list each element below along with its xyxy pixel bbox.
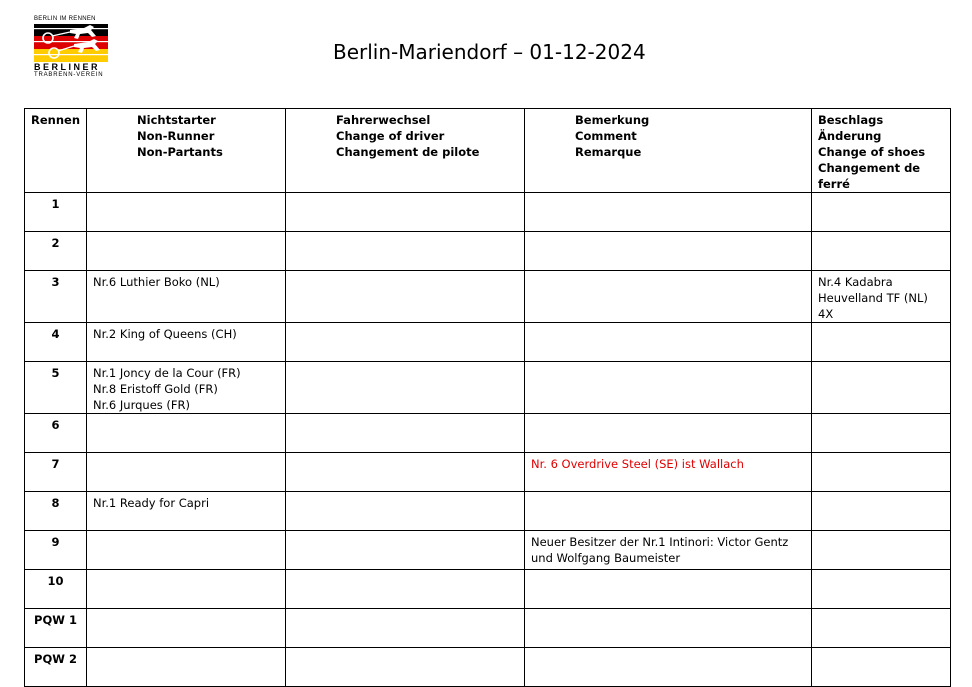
header-line: Remarque <box>575 145 642 159</box>
cell-line: Heuvelland TF (NL) 4X <box>818 291 928 321</box>
cell-bemerkung <box>525 570 812 609</box>
cell-bemerkung <box>525 609 812 648</box>
header-line: Non-Partants <box>137 145 223 159</box>
cell-line: Nr.2 King of Queens (CH) <box>93 327 237 341</box>
cell-bemerkung <box>525 414 812 453</box>
cell-beschlag <box>812 323 951 362</box>
header-nichtstarter <box>87 109 286 193</box>
table-row <box>25 232 951 271</box>
cell-rennen: PQW 2 <box>25 648 87 687</box>
table-header-row <box>25 109 951 193</box>
table-row <box>25 570 951 609</box>
header-line: Nichtstarter <box>137 113 216 127</box>
cell-line: Nr.6 Luthier Boko (NL) <box>93 275 220 289</box>
cell-fahrerwechsel <box>286 232 525 271</box>
cell-bemerkung <box>525 323 812 362</box>
cell-rennen: 3 <box>25 271 87 323</box>
cell-bemerkung <box>525 271 812 323</box>
cell-bemerkung <box>525 492 812 531</box>
cell-beschlag <box>812 570 951 609</box>
cell-fahrerwechsel <box>286 609 525 648</box>
cell-nichtstarter <box>87 570 286 609</box>
cell-fahrerwechsel <box>286 193 525 232</box>
cell-nichtstarter <box>87 193 286 232</box>
table-row <box>25 193 951 232</box>
trotting-horse-logo-icon <box>34 24 108 62</box>
header-line: Non-Runner <box>137 129 215 143</box>
cell-line: Nr.4 Kadabra <box>818 275 893 289</box>
cell-rennen: 4 <box>25 323 87 362</box>
cell-line: Nr.1 Ready for Capri <box>93 496 210 510</box>
cell-fahrerwechsel <box>286 648 525 687</box>
cell-nichtstarter <box>87 648 286 687</box>
header-beschlag <box>812 109 951 193</box>
cell-beschlag <box>812 531 951 570</box>
cell-fahrerwechsel <box>286 531 525 570</box>
header-line: Bemerkung <box>575 113 650 127</box>
page-title: Berlin-Mariendorf – 01-12-2024 <box>333 40 646 64</box>
cell-fahrerwechsel <box>286 362 525 414</box>
table-row <box>25 531 951 570</box>
cell-beschlag <box>812 232 951 271</box>
cell-beschlag <box>812 414 951 453</box>
cell-nichtstarter <box>87 492 286 531</box>
cell-line: Nr.1 Joncy de la Cour (FR) <box>93 366 241 380</box>
cell-beschlag <box>812 492 951 531</box>
cell-fahrerwechsel <box>286 414 525 453</box>
cell-beschlag <box>812 609 951 648</box>
cell-nichtstarter <box>87 531 286 570</box>
logo-brand-text: BERLINER <box>34 62 101 72</box>
table-row <box>25 492 951 531</box>
cell-bemerkung: Nr. 6 Overdrive Steel (SE) ist Wallach <box>525 453 812 492</box>
table-row <box>25 609 951 648</box>
cell-beschlag <box>812 271 951 323</box>
cell-line: Nr.6 Jurques (FR) <box>93 398 190 412</box>
cell-rennen: 1 <box>25 193 87 232</box>
cell-fahrerwechsel <box>286 271 525 323</box>
table-row <box>25 323 951 362</box>
cell-fahrerwechsel <box>286 492 525 531</box>
cell-beschlag <box>812 362 951 414</box>
cell-nichtstarter <box>87 414 286 453</box>
cell-rennen: PQW 1 <box>25 609 87 648</box>
cell-rennen: 2 <box>25 232 87 271</box>
cell-bemerkung <box>525 648 812 687</box>
header-line: Change of driver <box>336 129 445 143</box>
cell-fahrerwechsel <box>286 323 525 362</box>
cell-beschlag <box>812 453 951 492</box>
cell-nichtstarter <box>87 453 286 492</box>
race-changes-table <box>24 108 951 687</box>
header-rennen <box>25 109 87 193</box>
table-row <box>25 362 951 414</box>
cell-rennen: 9 <box>25 531 87 570</box>
cell-nichtstarter <box>87 323 286 362</box>
cell-fahrerwechsel <box>286 570 525 609</box>
cell-nichtstarter <box>87 362 286 414</box>
cell-bemerkung <box>525 232 812 271</box>
cell-nichtstarter <box>87 271 286 323</box>
organization-logo <box>34 16 112 92</box>
header-line: Comment <box>575 129 637 143</box>
header-bemerkung <box>525 109 812 193</box>
logo-sub-text: TRABRENN-VEREIN <box>34 72 104 78</box>
cell-nichtstarter <box>87 609 286 648</box>
cell-fahrerwechsel <box>286 453 525 492</box>
cell-nichtstarter <box>87 232 286 271</box>
cell-rennen: 8 <box>25 492 87 531</box>
cell-line: Nr.8 Eristoff Gold (FR) <box>93 382 218 396</box>
cell-rennen: 6 <box>25 414 87 453</box>
header-line: Change of shoes <box>818 145 926 159</box>
header-line: Changement de pilote <box>336 145 480 159</box>
header-line: Changement de ferré <box>818 161 921 191</box>
cell-rennen: 7 <box>25 453 87 492</box>
cell-beschlag <box>812 193 951 232</box>
header-line: Fahrerwechsel <box>336 113 431 127</box>
cell-rennen: 5 <box>25 362 87 414</box>
cell-bemerkung <box>525 362 812 414</box>
cell-bemerkung: Neuer Besitzer der Nr.1 Intinori: Victor Gentz und Wolfgang Baumeister <box>525 531 812 570</box>
table-row <box>25 271 951 323</box>
header-fahrerwechsel <box>286 109 525 193</box>
table-row <box>25 414 951 453</box>
cell-rennen: 10 <box>25 570 87 609</box>
header-rennen-label: Rennen <box>30 113 80 127</box>
logo-top-text: BERLIN IM RENNEN <box>34 16 96 22</box>
table-row <box>25 648 951 687</box>
cell-bemerkung <box>525 193 812 232</box>
header-line: Beschlags Änderung <box>818 113 884 143</box>
cell-beschlag <box>812 648 951 687</box>
table-row <box>25 453 951 492</box>
